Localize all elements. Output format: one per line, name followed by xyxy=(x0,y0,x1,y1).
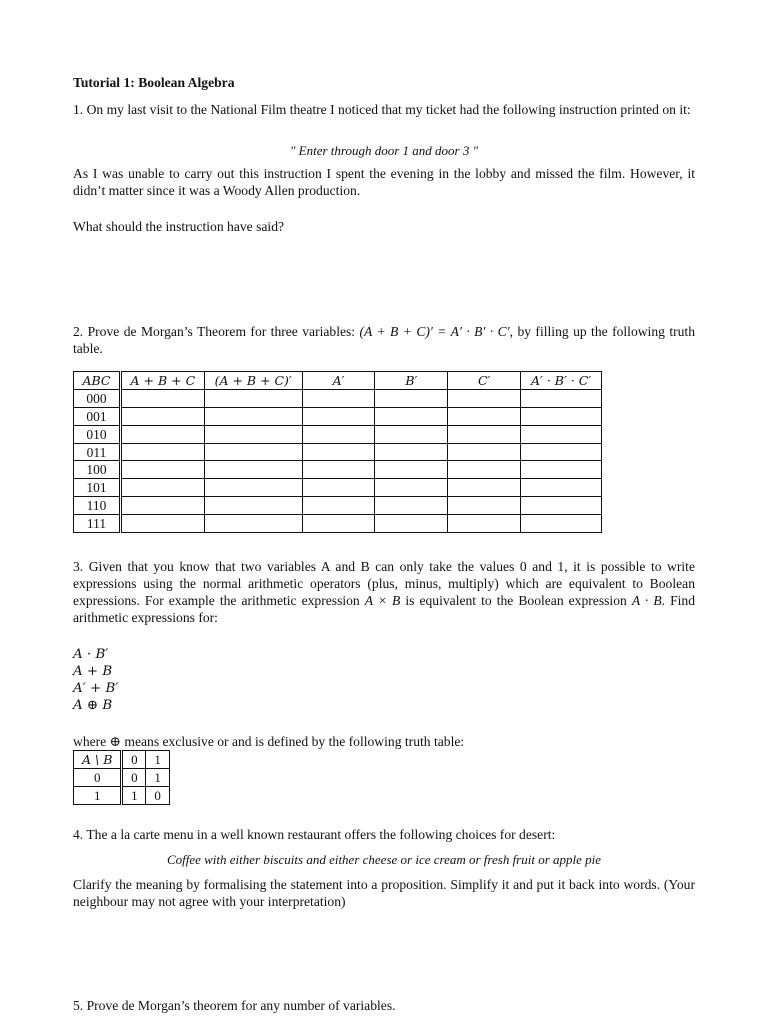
answer-cell[interactable] xyxy=(204,461,302,479)
answer-cell[interactable] xyxy=(204,389,302,407)
answer-cell[interactable] xyxy=(302,479,375,497)
answer-cell[interactable] xyxy=(521,389,602,407)
table-row xyxy=(74,515,602,533)
row-input: 000 xyxy=(74,389,121,407)
table-row xyxy=(74,407,602,425)
xor-row-label: 0 xyxy=(74,769,122,787)
answer-cell[interactable] xyxy=(120,425,204,443)
q4-quote: Coffee with either biscuits and either cheese or ice cream or fresh fruit or apple pie xyxy=(166,852,602,867)
answer-cell[interactable] xyxy=(120,389,204,407)
q5-text: 5. Prove de Morgan’s theorem for any number of variables. xyxy=(73,998,396,1013)
answer-cell[interactable] xyxy=(120,443,204,461)
answer-cell[interactable] xyxy=(521,425,602,443)
q3-expression-2: A + B xyxy=(73,664,113,679)
xor-truth-table xyxy=(73,750,170,805)
answer-cell[interactable] xyxy=(375,425,448,443)
table-row xyxy=(74,787,170,805)
row-input: 101 xyxy=(74,479,121,497)
answer-cell[interactable] xyxy=(120,479,204,497)
header-not-a-and-not-b-and-not-c: A′ · B′ · C′ xyxy=(521,372,602,390)
answer-cell[interactable] xyxy=(448,515,521,533)
page-title: Tutorial 1: Boolean Algebra xyxy=(73,75,235,90)
answer-cell[interactable] xyxy=(375,461,448,479)
table-row xyxy=(74,769,170,787)
answer-cell[interactable] xyxy=(204,497,302,515)
header-not-a: A′ xyxy=(302,372,375,390)
q1-question: What should the instruction have said? xyxy=(73,219,285,234)
answer-cell[interactable] xyxy=(120,461,204,479)
row-input: 100 xyxy=(74,461,121,479)
answer-cell[interactable] xyxy=(521,479,602,497)
xor-cell: 1 xyxy=(146,769,170,787)
table-row xyxy=(74,461,602,479)
q3-text xyxy=(73,558,695,626)
xor-header-row xyxy=(74,751,170,769)
header-not-b: B′ xyxy=(375,372,448,390)
row-input: 010 xyxy=(74,425,121,443)
q2-text-a: 2. Prove de Morgan’s Theorem for three variables: xyxy=(73,324,360,339)
answer-cell[interactable] xyxy=(521,407,602,425)
answer-cell[interactable] xyxy=(302,515,375,533)
answer-cell[interactable] xyxy=(204,479,302,497)
q2-text xyxy=(73,323,695,357)
answer-cell[interactable] xyxy=(204,425,302,443)
xor-symbol: ⊕ xyxy=(109,734,121,749)
row-input: 111 xyxy=(74,515,121,533)
q3-text-a: 3. Given that you know that two variables A and B can only take the values 0 and 1, it is possible to write expressions using the normal arithmetic operators (plus, minus, multiply) which are equivalent to Boolean expressions. For example the arithmetic expression xyxy=(73,559,695,608)
answer-cell[interactable] xyxy=(302,461,375,479)
answer-cell[interactable] xyxy=(204,407,302,425)
table-row xyxy=(74,497,602,515)
xor-cell: 1 xyxy=(122,787,146,805)
q1-quote: " Enter through door 1 and door 3 " xyxy=(289,143,479,158)
q3-where-b: means exclusive or and is defined by the following truth table: xyxy=(121,734,465,749)
q3-expression-4: A ⊕ B xyxy=(73,698,113,713)
answer-cell[interactable] xyxy=(521,461,602,479)
table-row xyxy=(74,443,602,461)
answer-cell[interactable] xyxy=(448,443,521,461)
answer-cell[interactable] xyxy=(120,515,204,533)
answer-cell[interactable] xyxy=(448,461,521,479)
q4-follow: Clarify the meaning by formalising the statement into a proposition. Simplify it and put it back into words. (Your neighbour may not agree with your interpretation) xyxy=(73,877,695,909)
header-abc: ABC xyxy=(74,372,121,390)
q3-where-a: where xyxy=(73,734,110,749)
answer-cell[interactable] xyxy=(448,497,521,515)
answer-cell[interactable] xyxy=(375,407,448,425)
table-row xyxy=(74,389,602,407)
answer-cell[interactable] xyxy=(375,479,448,497)
header-not-c: C′ xyxy=(448,372,521,390)
table-row xyxy=(74,425,602,443)
row-input: 011 xyxy=(74,443,121,461)
q3-text-b: is equivalent to the Boolean expression xyxy=(400,593,632,608)
answer-cell[interactable] xyxy=(448,479,521,497)
q3-where xyxy=(73,733,464,750)
answer-cell[interactable] xyxy=(448,407,521,425)
row-input: 001 xyxy=(74,407,121,425)
header-a-or-b-or-c: A + B + C xyxy=(120,372,204,390)
q3-expression-1: A · B′ xyxy=(73,647,109,662)
xor-row-label: 1 xyxy=(74,787,122,805)
answer-cell[interactable] xyxy=(375,515,448,533)
q3-expr2: A · B xyxy=(631,593,662,608)
xor-cell: 0 xyxy=(122,769,146,787)
answer-cell[interactable] xyxy=(120,497,204,515)
answer-cell[interactable] xyxy=(204,515,302,533)
answer-cell[interactable] xyxy=(448,389,521,407)
q2-text-b: , by filling up the following truth table. xyxy=(73,324,696,356)
xor-corner: A \ B xyxy=(74,751,122,769)
answer-cell[interactable] xyxy=(204,443,302,461)
answer-cell[interactable] xyxy=(302,443,375,461)
answer-cell[interactable] xyxy=(302,407,375,425)
answer-cell[interactable] xyxy=(521,515,602,533)
answer-cell[interactable] xyxy=(302,425,375,443)
de-morgan-truth-table xyxy=(73,371,602,533)
table-row xyxy=(74,479,602,497)
answer-cell[interactable] xyxy=(448,425,521,443)
row-input: 110 xyxy=(74,497,121,515)
q2-formula: (A + B + C)′ = A′ · B′ · C′ xyxy=(359,324,510,339)
answer-cell[interactable] xyxy=(375,389,448,407)
answer-cell[interactable] xyxy=(521,497,602,515)
xor-col-1: 1 xyxy=(146,751,170,769)
answer-cell[interactable] xyxy=(375,497,448,515)
answer-cell[interactable] xyxy=(302,389,375,407)
answer-cell[interactable] xyxy=(375,443,448,461)
truth-table-header-row xyxy=(74,372,602,390)
answer-cell[interactable] xyxy=(120,407,204,425)
q4-text: 4. The a la carte menu in a well known restaurant offers the following choices for desert: xyxy=(73,827,556,842)
q3-expression-3: A′ + B′ xyxy=(73,681,119,696)
header-not-a-or-b-or-c: (A + B + C)′ xyxy=(204,372,302,390)
answer-cell[interactable] xyxy=(521,443,602,461)
q3-expr1: A × B xyxy=(364,593,401,608)
q1-text: 1. On my last visit to the National Film theatre I noticed that my ticket had the following instruction printed on it: xyxy=(73,102,691,117)
q3-text-c: . Find arithmetic expressions for: xyxy=(73,593,695,625)
xor-col-0: 0 xyxy=(122,751,146,769)
q1-follow: As I was unable to carry out this instruction I spent the evening in the lobby and missed the film. However, it didn’t matter since it was a Woody Allen production. xyxy=(73,166,695,198)
answer-cell[interactable] xyxy=(302,497,375,515)
xor-cell: 0 xyxy=(146,787,170,805)
